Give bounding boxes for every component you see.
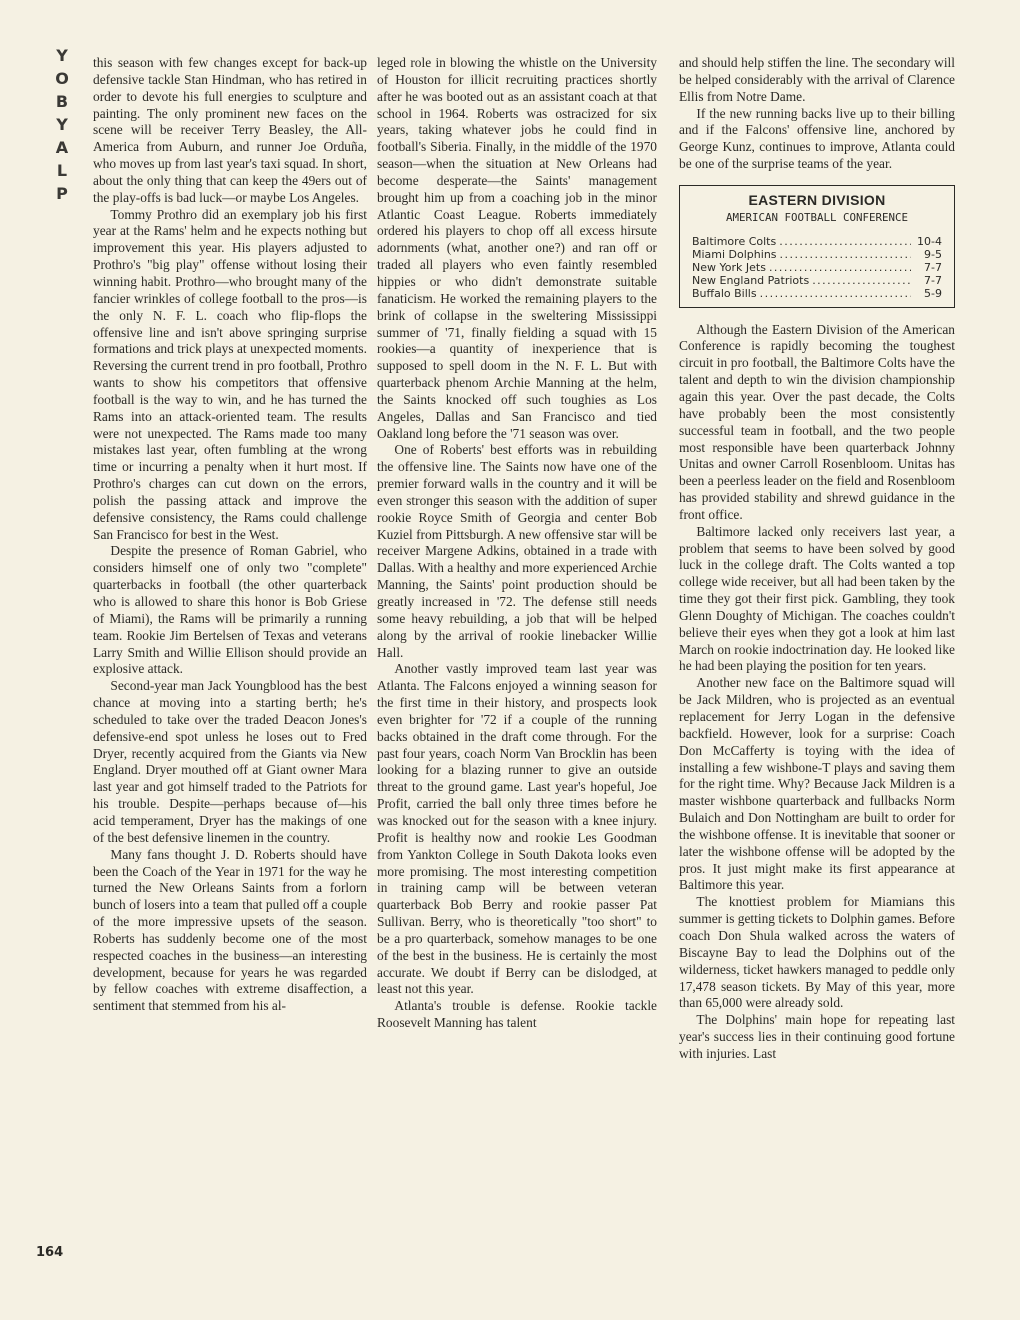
- magazine-logo-vertical: [50, 44, 74, 205]
- leader-dots: [779, 235, 911, 248]
- paragraph: Second-year man Jack Youngblood has the best chance at moving into a starting berth; he's scheduled to take over the traded Deacon Jones's defensive-end spot unless he loses out to Fred Dryer, recently acquired from the Giants via New England. Dryer mouthed off at Giant owner Mara last year and got himself traded to the Patriots for his trouble. Despite—perhaps because of—his acid temperament, Dryer has the makings of one of the best defensive linemen in the country.: [93, 678, 367, 845]
- logo-letter: O: [55, 69, 69, 88]
- page-number: 164: [36, 1245, 64, 1260]
- paragraph: this season with few changes except for back-up defensive tackle Stan Hindman, who has retired in order to devote his full energies to sculpture and painting. The only prominent new faces on the scene will be receiver Terry Beasley, the All-America from Auburn, and runner Joe Orduña, who moves up from last year's taxi squad. In short, about the only thing that can keep the 49ers out of the play-offs is bad luck—or maybe Los Angeles.: [93, 55, 367, 205]
- paragraph: The Dolphins' main hope for repeating last year's success lies in their continuing good fortune with injuries. Last: [679, 1012, 955, 1061]
- paragraph: One of Roberts' best efforts was in rebuilding the offensive line. The Saints now have one of the premier forward walls in the country and it will be even stronger this season with the addition of super rookie Royce Smith of Georgia and center Bob Kuziel from Pittsburgh. A new offensive star will be receiver Margene Adkins, obtained in a trade with Dallas. With a healthy and more experienced Archie Manning, the Saints' point production should be greatly increased in '72. The defense still needs some heavy rebuilding, a job that will be helped along by the arrival of rookie linebacker Willie Hall.: [377, 442, 657, 660]
- logo-letter: B: [55, 92, 69, 111]
- leader-dots: [760, 287, 911, 300]
- standings-subtitle: AMERICAN FOOTBALL CONFERENCE: [725, 210, 908, 224]
- logo-letter: P: [56, 184, 68, 203]
- paragraph: Another new face on the Baltimore squad will be Jack Mildren, who is projected as an eventual replacement for Jerry Logan in the defensive backfield. However, look for a surprise: Coach Don McCafferty is toying with the idea of installing a few wishbone-T plays and saving them for the right time. Why? Because Jack Mildren is a master wishbone quarterback and fullbacks Norm Bulaich and Don Nottingham are built to order for the wishbone offense. It is inevitable that sooner or later the wishbone offense will be adopted by the pros. It just might make its first appearance at Baltimore this year.: [679, 675, 955, 893]
- logo-letter: L: [56, 161, 68, 180]
- article-column-2: [377, 55, 657, 1032]
- article-column-1: [93, 55, 367, 1015]
- paragraph: Although the Eastern Division of the American Conference is rapidly becoming the toughest circuit in pro football, the Baltimore Colts have the talent and depth to win the division championship again this year. Over the past decade, the Colts have probably been the most consistently successful team in football, and the two people most responsible have been quarterback Johnny Unitas and owner Carroll Rosenbloom. Unitas has been a peerless leader on the field and Rosenbloom has provided stability and shrewd guidance in the front office.: [679, 321, 955, 522]
- paragraph: If the new running backs live up to their billing and if the Falcons' offensive line, anchored by George Kunz, continues to improve, Atlanta could be one of the surprise teams of the year.: [679, 105, 955, 172]
- leader-dots: [812, 274, 911, 287]
- team-record: 5-9: [924, 286, 942, 300]
- team-name: Baltimore Colts: [692, 234, 777, 248]
- standings-row: [692, 248, 942, 261]
- paragraph: The knottiest problem for Miamians this summer is getting tickets to Dolphin games. Before coach Don Shula walked across the waters of Biscayne Bay to lead the Dolphins out of the wilderness, ticket hawkers managed to peddle only 17,478 season tickets. By May of this year, more than 65,000 were already sold.: [679, 894, 955, 1011]
- paragraph: Tommy Prothro did an exemplary job his first year at the Rams' helm and he expects nothing but improvement this year. His players adjusted to Prothro's "big play" offense without losing their winning habit. Prothro—who brought many of the fancier wrinkles of college football to the pros—is the only N. F. L. coach who flip-flops the offensive line and isn't above springing surprise formations and trick plays at unexpected moments. Reversing the current trend in pro football, Prothro wants to show his competitors that offensive football is the way to win, and he has turned the Rams into an attack-oriented team. The results were not unexpected. The Rams made too many mistakes last year, often fumbling at the wrong time or incurring a penalty when it hurt most. If Prothro's charges can cut down on the errors, polish the passing attack and improve the defensive consistency, the Rams could challenge San Francisco for best in the West.: [93, 206, 367, 542]
- team-record: 9-5: [924, 247, 942, 261]
- standings-row: [692, 261, 942, 274]
- team-name: Buffalo Bills: [692, 286, 757, 300]
- leader-dots: [780, 248, 911, 261]
- standings-title: EASTERN DIVISION: [748, 191, 886, 208]
- leader-dots: [769, 261, 911, 274]
- standings-row: [692, 287, 942, 300]
- paragraph: and should help stiffen the line. The secondary will be helped considerably with the arrival of Clarence Ellis from Notre Dame.: [679, 55, 955, 104]
- team-name: New York Jets: [692, 260, 766, 274]
- team-record: 7-7: [924, 273, 942, 287]
- logo-letter: A: [55, 138, 69, 157]
- paragraph: Atlanta's trouble is defense. Rookie tackle Roosevelt Manning has talent: [377, 998, 657, 1031]
- team-record: 7-7: [924, 260, 942, 274]
- paragraph: Baltimore lacked only receivers last year, a problem that seems to have been solved by good luck in the college draft. The Colts wanted a top college wide receiver, but all had been taken by the time they got their first pick. Gambling, they took Glenn Doughty of Michigan. The coaches couldn't believe their eyes when they got a look at him last March on rookie indoctrination day. He looked like he had been playing the position for ten years.: [679, 523, 955, 674]
- logo-letter: Y: [56, 115, 68, 134]
- standings-row: [692, 274, 942, 287]
- standings-box: [679, 185, 955, 308]
- paragraph: leged role in blowing the whistle on the University of Houston for illicit recruiting practices shortly after he was booted out as an assistant coach at that school in 1964. Roberts was ostracized for six years, taking whatever jobs he could find in football's Siberia. Finally, in the middle of the 1970 season—when the situation at New Orleans had become desperate—the Saints' management brought him up from a coaching job in the minor Atlantic Coast League. Roberts immediately ordered his players to chop off all excess hirsute adornments (what, another one?) and ran off or traded all players who even faintly resembled hippies or who didn't demonstrate suitable fanaticism. He worked the remaining players to the brink of collapse in the sweltering Mississippi summer of '71, finally fielding a squad with 15 rookies—a quantity of inexperience that is supposed to spell doom in the N. F. L. But with quarterback phenom Archie Manning at the helm, the Saints knocked off such toughies as Los Angeles, Dallas and San Francisco and tied Oakland long before the '71 season was over.: [377, 55, 657, 441]
- logo-letter: Y: [56, 46, 68, 65]
- paragraph: Despite the presence of Roman Gabriel, who considers himself one of only two "complete" quarterbacks in football (the other quarterback who is allowed to share this honor is Bob Griese of Miami), the Rams will be primarily a running team. Rookie Jim Bertelsen of Texas and veterans Larry Smith and Willie Ellison should provide an explosive attack.: [93, 543, 367, 677]
- standings-row: [692, 235, 942, 248]
- paragraph: Another vastly improved team last year was Atlanta. The Falcons enjoyed a winning season for the first time in their history, and prospects look even brighter for '72 if a couple of the running backs obtained in the draft come through. For the past four years, coach Norm Van Brocklin has been looking for a blazing runner to give an outside threat to the ground game. Last year's hopeful, Joe Profit, carried the ball only three times before he was knocked out for the season with a knee injury. Profit is healthy now and rookie Les Goodman from Yankton College in South Dakota looks even more promising. The most interesting competition in training camp will be between veteran quarterback Bob Berry and rookie passer Pat Sullivan. Berry, who is theoretically "too short" to be a pro quarterback, somehow manages to be one of the best in the business. He is certainly the most accurate. We doubt if Berry can be dislodged, at least not this year.: [377, 661, 657, 997]
- team-name: Miami Dolphins: [692, 247, 777, 261]
- paragraph: Many fans thought J. D. Roberts should have been the Coach of the Year in 1971 for the way he turned the New Orleans Saints from a forlorn bunch of losers into a team that pulled off a couple of the more impressive upsets of the season. Roberts has suddenly become one of the most respected coaches in the business—an interesting development, because for years he was regarded by fellow coaches with extreme disaffection, a sentiment that stemmed from his al-: [93, 846, 367, 1014]
- article-column-3: [679, 55, 955, 1063]
- team-name: New England Patriots: [692, 273, 810, 287]
- team-record: 10-4: [917, 234, 942, 248]
